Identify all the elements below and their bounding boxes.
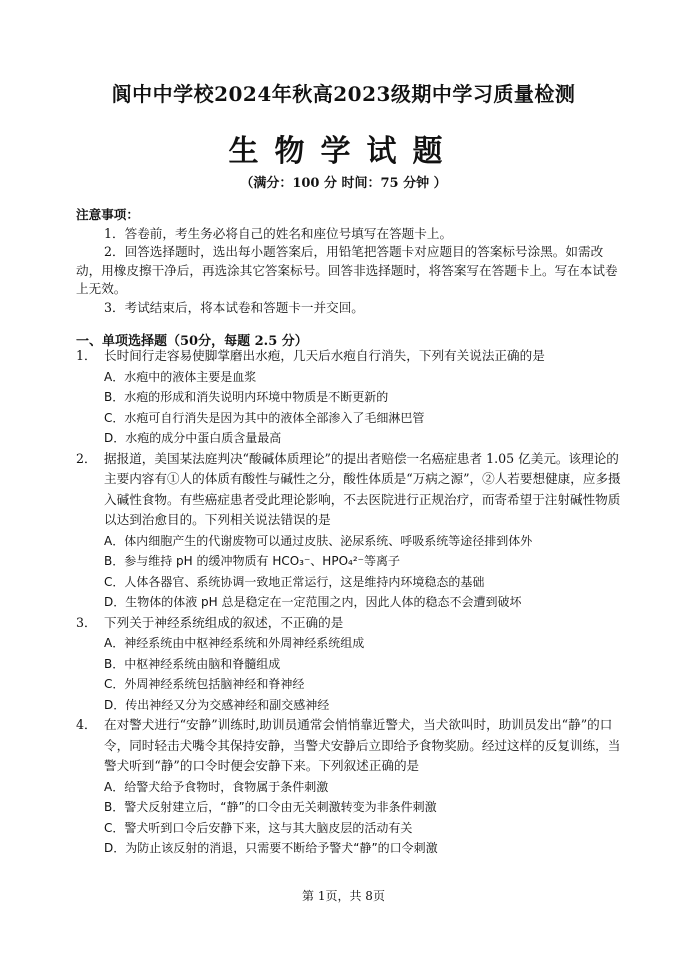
option-c: C．外周神经系统包括脑神经和脊神经 (104, 677, 305, 691)
note-item-1: 1．答卷前，考生务必将自己的姓名和座位号填写在答题卡上。 (104, 225, 453, 241)
option-a: A．给警犬给予食物时，食物属于条件刺激 (104, 779, 329, 794)
note-item-3: 3．考试结束后，将本试卷和答题卡一并交回。 (104, 299, 364, 315)
question-list (76, 346, 622, 859)
option-a: A．水疱中的液体主要是血浆 (104, 369, 257, 384)
notes-block (76, 206, 622, 317)
question-1 (76, 346, 622, 449)
option-c: C．水疱可自行消失是因为其中的液体全部渗入了毛细淋巴管 (104, 410, 425, 425)
option-a: A．体内细胞产生的代谢废物可以通过皮肤、泌尿系统、呼吸系统等途径排到体外 (104, 533, 533, 548)
option-d: D．水疱的成分中蛋白质含量最高 (104, 431, 282, 445)
option-b: B．警犬反射建立后，“静”的口令由无关刺激转变为非条件刺激 (104, 800, 437, 814)
page-number: 第 1页，共 8页 (302, 889, 385, 903)
exam-title: 阆中中学校2024年秋高2023级期中学习质量检测 (111, 82, 576, 106)
question-stem: 长时间行走容易使脚掌磨出水疱，几天后水疱自行消失，下列有关说法正确的是 (104, 348, 545, 363)
question-3 (76, 613, 622, 716)
note-item-2: 2．回答选择题时，选出每小题答案后，用铅笔把答题卡对应题目的答案标号涂黑。如需改动，用橡皮擦干净后，再选涂其它答案标号。回答非选择题时，将答案写在答题卡上。写在本试卷上无效。 (76, 244, 618, 296)
section-heading: 一、单项选择题（50分，每题 2.5 分） (76, 334, 308, 349)
question-number: 4． (76, 717, 97, 732)
question-number: 3． (76, 614, 97, 630)
option-d: D．传出神经又分为交感神经和副交感神经 (104, 697, 330, 712)
option-a: A．神经系统由中枢神经系统和外周神经系统组成 (104, 636, 365, 650)
option-d: D．为防止该反射的消退，只需要不断给予警犬“静”的口令刺激 (104, 841, 438, 855)
question-number: 2． (76, 450, 97, 466)
question-stem: 下列关于神经系统组成的叙述，不正确的是 (104, 614, 344, 630)
question-stem: 据报道，美国某法庭判决“酸碱体质理论”的提出者赔偿一名癌症患者 1.05 亿美元。该理论的主要内容有①人的体质有酸性与碱性之分，酸性体质是“万病之源”，②人若要想健康，应多摄入碱性食物。有些癌症患者受此理论影响，不去医院进行正规治疗，而寄希望于注射碱性物质以达到治愈目的。下列相关说法错误的是 (104, 450, 621, 527)
exam-info: （满分：100 分 时间：75 分钟 ） (240, 176, 447, 191)
question-stem: 在对警犬进行“安静”训练时,助训员通常会悄悄靠近警犬，当犬欲叫时，助训员发出“静”的口令，同时轻击犬嘴令其保持安静，当警犬安静后立即给予食物奖励。经过这样的反复训练，当警犬听到“静”的口令时便会安静下来。下列叙述正确的是 (104, 717, 621, 773)
option-b: B．参与维持 pH 的缓冲物质有 HCO₃⁻、HPO₄²⁻等离子 (104, 554, 400, 568)
option-c: C．警犬听到口令后安静下来，这与其大脑皮层的活动有关 (104, 820, 413, 835)
option-b: B．水疱的形成和消失说明内环境中物质是不断更新的 (104, 390, 389, 404)
option-d: D．生物体的体液 pH 总是稳定在一定范围之内，因此人体的稳态不会遭到破坏 (104, 595, 522, 609)
question-4 (76, 715, 622, 859)
option-c: C．人体各器官、系统协调一致地正常运行，这是维持内环境稳态的基础 (104, 574, 485, 589)
option-b: B．中枢神经系统由脑和脊髓组成 (104, 656, 281, 671)
question-number: 1． (76, 348, 97, 363)
subject-title: 生物学试题 (228, 134, 459, 169)
question-2 (76, 449, 622, 613)
notes-heading: 注意事项： (76, 207, 139, 222)
